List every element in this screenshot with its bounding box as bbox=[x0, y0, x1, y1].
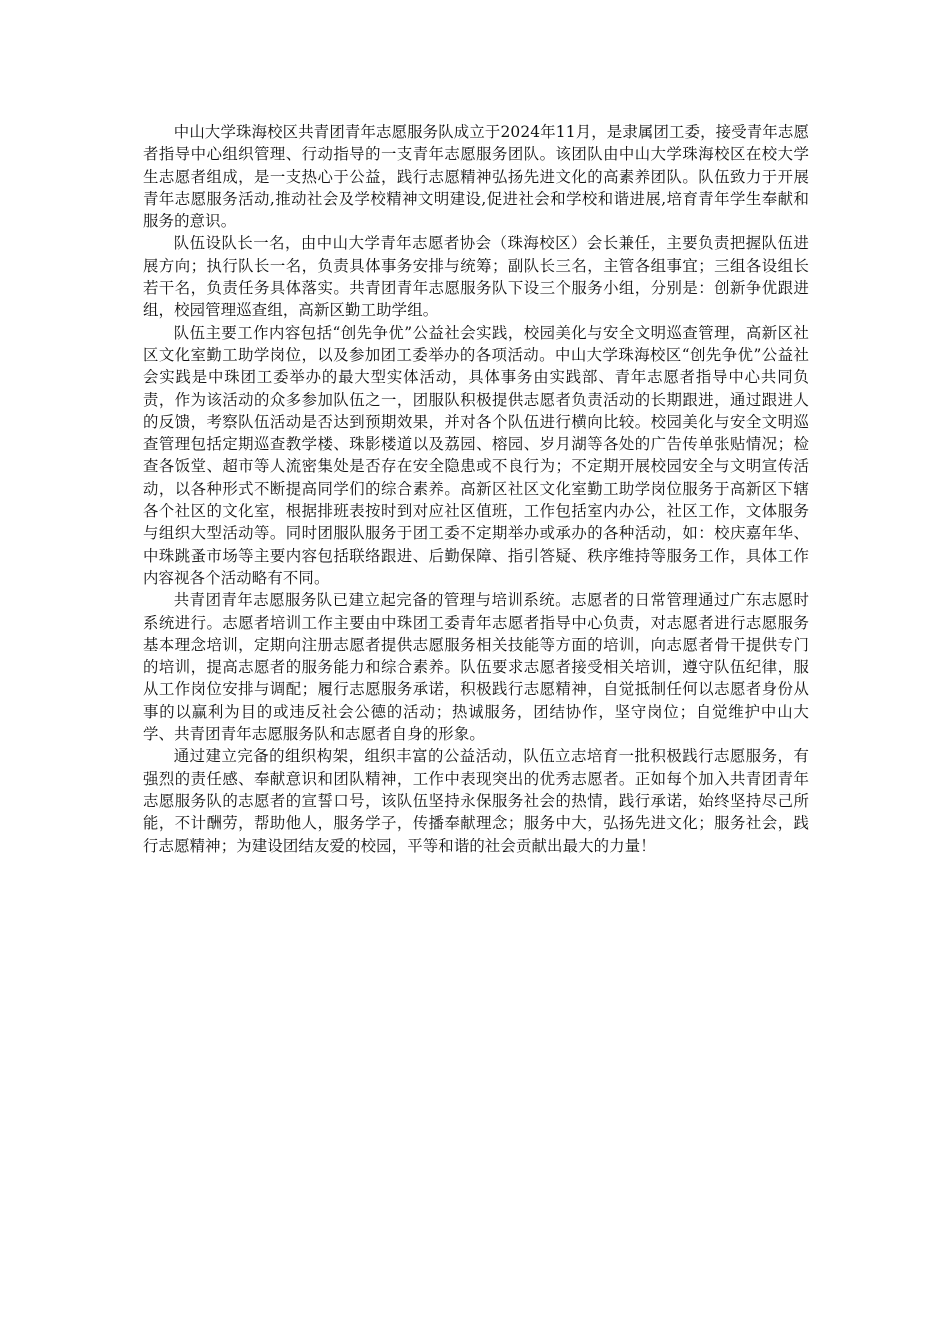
paragraph-structure: 队伍设队长一名，由中山大学青年志愿者协会（珠海校区）会长兼任，主要负责把握队伍进展方向；执行队长一名，负责具体事务安排与统筹；副队长三名，主管各组事宜；三组各设组长若干名，负责任务具体落实。共青团青年志愿服务队下设三个服务小组，分别是：创新争优跟进组，校园管理巡查组，高新区勤工助学组。 bbox=[143, 234, 809, 320]
paragraph-mission: 通过建立完备的组织构架，组织丰富的公益活动，队伍立志培育一批积极践行志愿服务，有强烈的责任感、奉献意识和团队精神，工作中表现突出的优秀志愿者。正如每个加入共青团青年志愿服务队的志愿者的宣誓口号，该队伍坚持永保服务社会的热情，践行承诺，始终坚持尽己所能，不计酬劳，帮助他人，服务学子，传播奉献理念；服务中大，弘扬先进文化；服务社会，践行志愿精神；为建设团结友爱的校园，平等和谐的社会贡献出最大的力量！ bbox=[143, 747, 809, 855]
paragraph-training: 共青团青年志愿服务队已建立起完备的管理与培训系统。志愿者的日常管理通过广东志愿时系统进行。志愿者培训工作主要由中珠团工委青年志愿者指导中心负责，对志愿者进行志愿服务基本理念培训，定期向注册志愿者提供志愿服务相关技能等方面的培训，向志愿者骨干提供专门的培训，提高志愿者的服务能力和综合素养。队伍要求志愿者接受相关培训，遵守队伍纪律，服从工作岗位安排与调配；履行志愿服务承诺，积极践行志愿精神，自觉抵制任何以志愿者身份从事的以赢利为目的或违反社会公德的活动；热诚服务，团结协作，坚守岗位；自觉维护中山大学、共青团青年志愿服务队和志愿者自身的形象。 bbox=[143, 591, 809, 744]
document-body bbox=[143, 121, 809, 857]
paragraph-founding: 中山大学珠海校区共青团青年志愿服务队成立于2024年11月，是隶属团工委，接受青年志愿者指导中心组织管理、行动指导的一支青年志愿服务团队。该团队由中山大学珠海校区在校大学生志愿者组成，是一支热心于公益，践行志愿精神弘扬先进文化的高素养团队。队伍致力于开展青年志愿服务活动,推动社会及学校精神文明建设,促进社会和学校和谐进展,培育青年学生奉献和服务的意识。 bbox=[143, 123, 809, 231]
paragraph-work-content: 队伍主要工作内容包括“创先争优”公益社会实践，校园美化与安全文明巡查管理，高新区社区文化室勤工助学岗位，以及参加团工委举办的各项活动。中山大学珠海校区“创先争优”公益社会实践是中珠团工委举办的最大型实体活动，具体事务由实践部、青年志愿者指导中心共同负责，作为该活动的众多参加队伍之一，团服队积极提供志愿者负责活动的长期跟进，通过跟进人的反馈，考察队伍活动是否达到预期效果，并对各个队伍进行横向比较。校园美化与安全文明巡查管理包括定期巡查教学楼、珠影楼道以及荔园、榕园、岁月湖等各处的广告传单张贴情况；检查各饭堂、超市等人流密集处是否存在安全隐患或不良行为；不定期开展校园安全与文明宣传活动，以各种形式不断提高同学们的综合素养。高新区社区文化室勤工助学岗位服务于高新区下辖各个社区的文化室，根据排班表按时到对应社区值班，工作包括室内办公，社区工作，文体服务与组织大型活动等。同时团服队服务于团工委不定期举办或承办的各种活动，如：校庆嘉年华、中珠跳蚤市场等主要内容包括联络跟进、后勤保障、指引答疑、秩序维持等服务工作，具体工作内容视各个活动略有不同。 bbox=[143, 323, 809, 587]
